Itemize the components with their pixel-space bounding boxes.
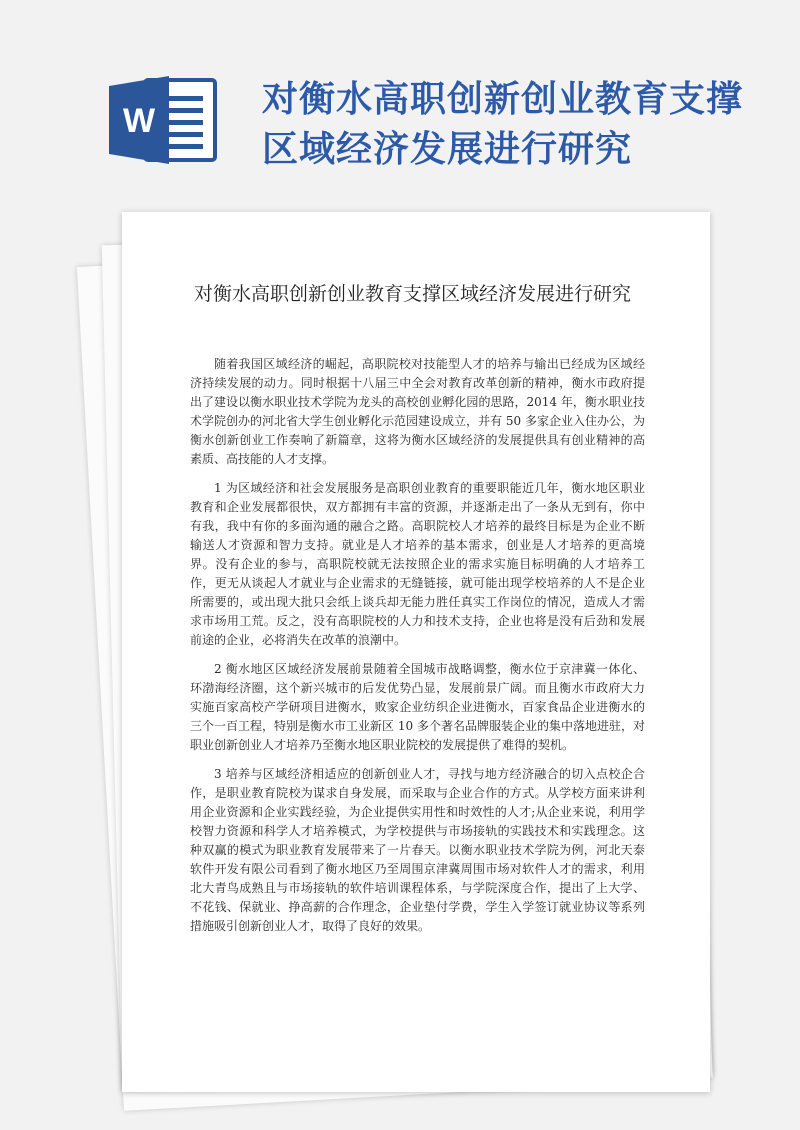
banner-title-line-1: 对衡水高职创新创业教育支撑	[262, 78, 744, 120]
word-logo-letter: W	[122, 102, 156, 140]
banner-title	[262, 74, 782, 174]
paragraph-section-1: 1 为区域经济和社会发展服务是高职创业教育的重要职能近几年，衡水地区职业教育和企业发展都很快，双方都拥有丰富的资源，并逐渐走出了一条从无到有，你中有我，我中有你的多面沟通的融合之路。高职院校人才培养的最终目标是为企业不断输送人才资源和智力支持。就业是人才培养的基本需求，创业是人才培养的更高境界。没有企业的参与，高职院校就无法按照企业的需求实施目标明确的人才培养工作，更无从谈起人才就业与企业需求的无缝链接，就可能出现学校培养的人不是企业所需要的，或出现大批只会纸上谈兵却无能力胜任真实工作岗位的情况，造成人才需求市场用工荒。反之，没有高职院校的人力和技术支持，企业也将是没有后劲和发展前途的企业，必将消失在改革的浪潮中。	[190, 481, 645, 647]
banner-title-line-2: 区域经济发展进行研究	[262, 128, 633, 170]
paragraph-section-2: 2 衡水地区区域经济发展前景随着全国城市战略调整，衡水位于京津冀一体化、环渤海经济圈，这个新兴城市的后发优势凸显，发展前景广阔。而且衡水市政府大力实施百家高校产学研项目进衡水，败家企业纺织企业进衡水，百家食品企业进衡水的三个一百工程，特别是衡水市工业新区 10 多个著名品牌服装企业的集中落地进驻，对职业创新创业人才培养乃至衡水地区职业院校的发展提供了难得的契机。	[190, 662, 645, 752]
paragraph-intro: 随着我国区域经济的崛起，高职院校对技能型人才的培养与输出已经成为区域经济持续发展的动力。同时根据十八届三中全会对教育改革创新的精神，衡水市政府提出了建设以衡水职业技术学院为龙头的高校创业孵化园的思路，2014 年，衡水职业技术学院创办的河北省大学生创业孵化示范园建设成立，并有 50 多家企业入住办公，为衡水创新创业工作奏响了新篇章，这将为衡水区域经济的发展提供具有创业精神的高素质、高技能的人才支撑。	[190, 357, 645, 466]
document-page	[122, 212, 710, 1092]
header-banner	[0, 0, 800, 200]
document-title: 对衡水高职创新创业教育支撑区域经济发展进行研究	[194, 283, 632, 305]
word-document-icon	[107, 72, 219, 168]
document-body	[190, 355, 645, 946]
paragraph-section-3: 3 培养与区域经济相适应的创新创业人才，寻找与地方经济融合的切入点校企合作，是职业教育院校为谋求自身发展，而采取与企业合作的方式。从学校方面来讲利用企业资源和企业实践经验，为企业提供实用性和时效性的人才;从企业来说，利用学校智力资源和科学人才培养模式，为学校提供与市场接轨的实践技术和实践理念。这种双赢的模式为职业教育发展带来了一片春天。以衡水职业技术学院为例，河北天泰软件开发有限公司看到了衡水地区乃至周围京津冀周围市场对软件人才的需求，利用北大青鸟成熟且与市场接轨的软件培训课程体系，与学院深度合作，提出了上大学、不花钱、保就业、挣高薪的合作理念，企业垫付学费，学生入学签订就业协议等系列措施吸引创新创业人才，取得了良好的效果。	[190, 767, 645, 933]
